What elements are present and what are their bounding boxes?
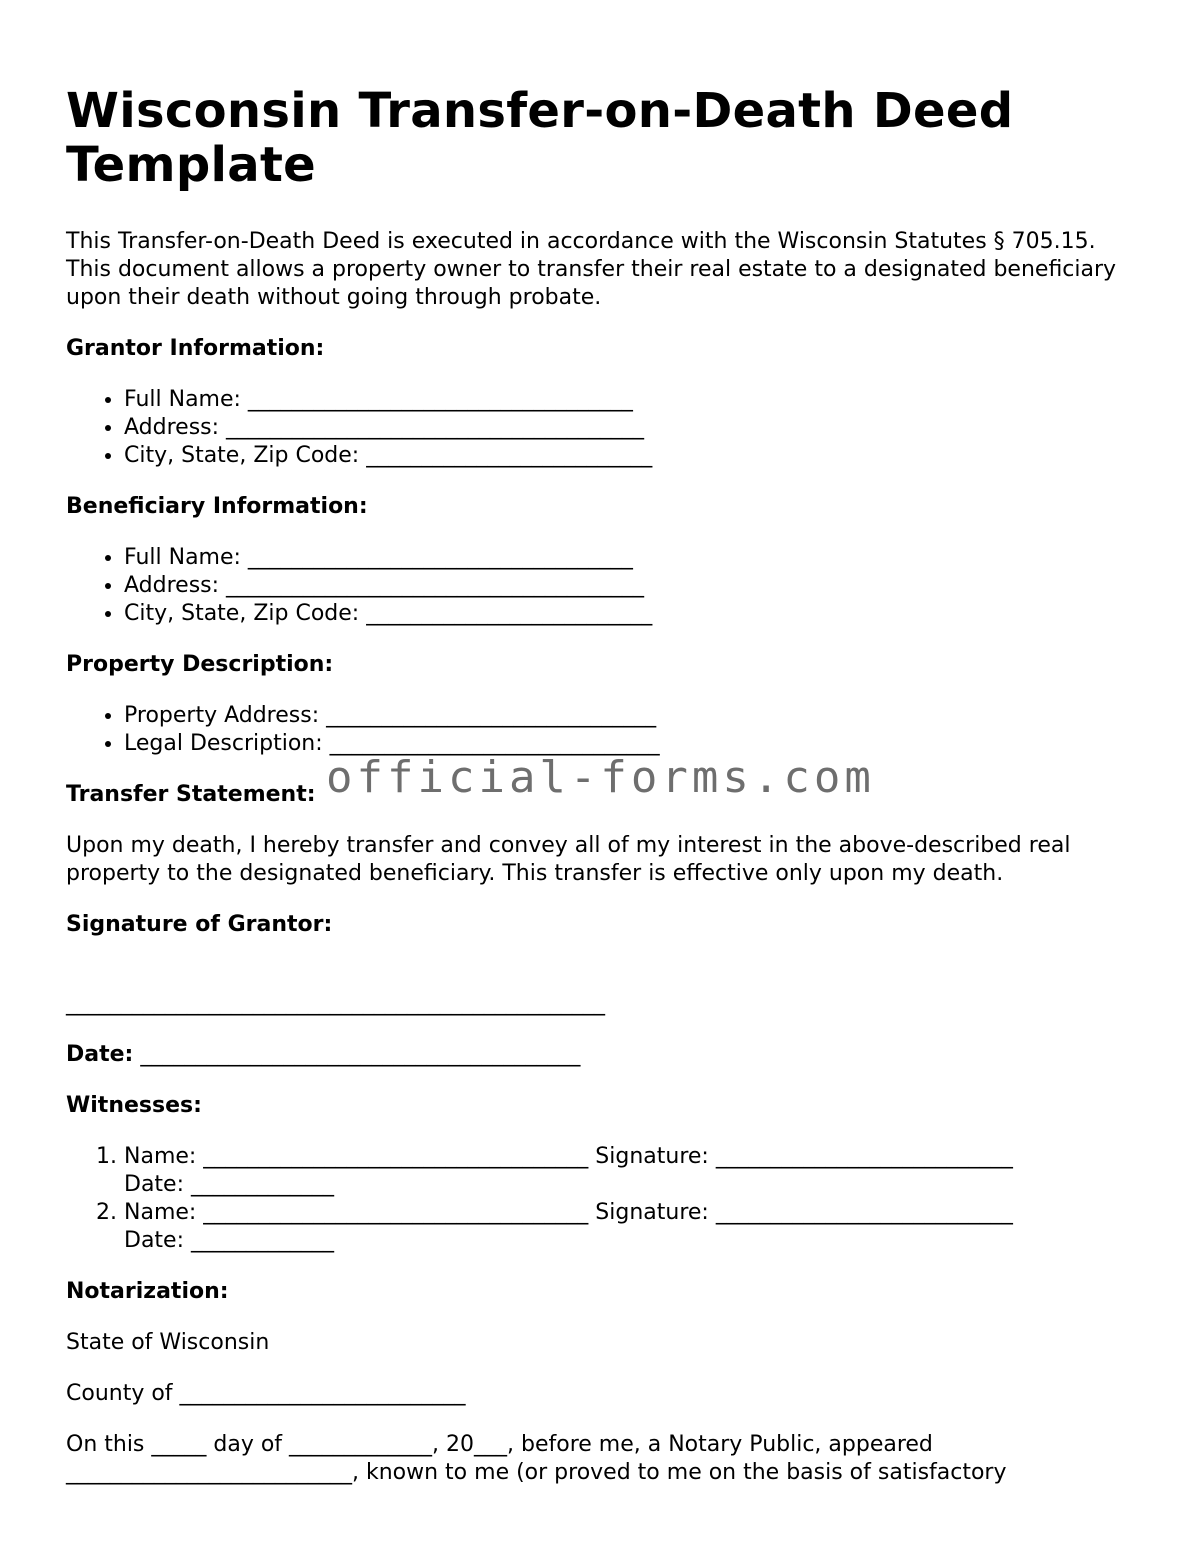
beneficiary-full-name-field[interactable]: • Full Name: ___________________________________ xyxy=(124,544,1126,572)
notary-county-field[interactable]: County of __________________________ xyxy=(66,1381,466,1406)
date-label: Date: xyxy=(66,1042,134,1067)
notarization-heading: Notarization: xyxy=(66,1279,229,1304)
property-address-field[interactable]: • Property Address: ______________________________ xyxy=(124,702,1126,730)
notary-statement: On this _____ day of _____________, 20___, before me, a Notary Public, appeared __________________________, known to me (or proved to me on the basis of satisfactory xyxy=(66,1432,1007,1485)
witness-2-name-signature-field[interactable]: Name: ___________________________________ Signature: ___________________________ xyxy=(124,1200,1013,1225)
signature-date-row xyxy=(66,1041,1126,1069)
transfer-statement: Upon my death, I hereby transfer and convey all of my interest in the above-described real property to the designated beneficiary. This transfer is effective only upon my death. xyxy=(66,833,1071,886)
document-page xyxy=(66,84,1126,1487)
signature-heading: Signature of Grantor: xyxy=(66,912,333,937)
grantor-signature-line[interactable]: _________________________________________________ xyxy=(66,991,605,1016)
beneficiary-city-state-zip-field[interactable]: • City, State, Zip Code: __________________________ xyxy=(124,600,1126,628)
property-heading: Property Description: xyxy=(66,652,334,677)
witness-item xyxy=(124,1199,1126,1255)
transfer-heading: Transfer Statement: xyxy=(66,782,316,807)
document-title: Wisconsin Transfer-on-Death Deed Template xyxy=(66,83,1014,193)
notary-state: State of Wisconsin xyxy=(66,1330,270,1355)
legal-description-field[interactable]: • Legal Description: ______________________________ xyxy=(124,730,1126,758)
grantor-city-state-zip-field[interactable]: • City, State, Zip Code: __________________________ xyxy=(124,442,1126,470)
signature-date-field[interactable]: ________________________________________ xyxy=(140,1042,581,1067)
witness-1-name-signature-field[interactable]: Name: ___________________________________ Signature: ___________________________ xyxy=(124,1144,1013,1169)
witness-2-date-field[interactable]: Date: _____________ xyxy=(124,1228,334,1253)
beneficiary-address-field[interactable]: • Address: ______________________________________ xyxy=(124,572,1126,600)
witness-item xyxy=(124,1143,1126,1199)
grantor-full-name-field[interactable]: • Full Name: ___________________________________ xyxy=(124,386,1126,414)
witnesses-heading: Witnesses: xyxy=(66,1093,202,1118)
grantor-address-field[interactable]: • Address: ______________________________________ xyxy=(124,414,1126,442)
property-fields xyxy=(66,702,1126,758)
beneficiary-fields xyxy=(66,544,1126,628)
witness-list xyxy=(66,1143,1126,1255)
grantor-fields xyxy=(66,386,1126,470)
intro-paragraph: This Transfer-on-Death Deed is executed in accordance with the Wisconsin Statutes § 705.15. This document allows a property owner to transfer their real estate to a designated beneficiary upon their death without going through probate. xyxy=(66,229,1117,310)
signature-spacer xyxy=(66,962,1126,990)
beneficiary-heading: Beneficiary Information: xyxy=(66,494,368,519)
grantor-heading: Grantor Information: xyxy=(66,336,325,361)
watermark: official-forms.com xyxy=(326,752,875,803)
witness-1-date-field[interactable]: Date: _____________ xyxy=(124,1172,334,1197)
